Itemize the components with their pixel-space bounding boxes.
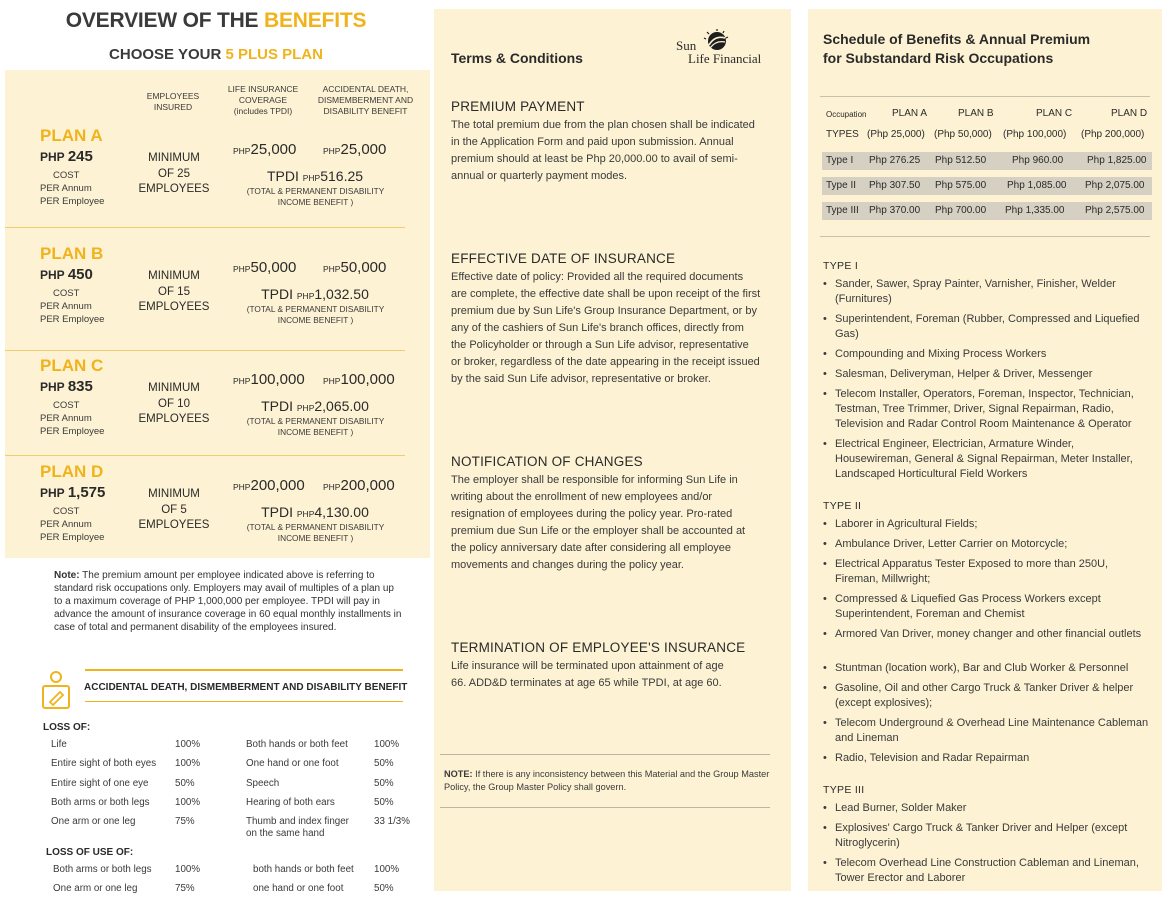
plan-minimum-employees: MINIMUM OF 15 EMPLOYEES (138, 270, 210, 313)
occupation-list-item: • Stuntman (location work), Bar and Club Worker & Personnel (823, 662, 1129, 674)
add-divider-top (85, 669, 403, 671)
loss-item: Entire sight of both eyes (51, 758, 157, 769)
loss-of-heading: LOSS OF: (43, 722, 91, 733)
plan-tpdi-note: (TOTAL & PERMANENT DISABILITY INCOME BENEFIT ) (246, 304, 385, 325)
note-divider-top (440, 754, 770, 755)
plan-row (5, 120, 430, 228)
plan-name: PLAN A (40, 126, 103, 145)
loss-value: 100% (175, 797, 201, 808)
plan-row (5, 350, 430, 456)
plan-add-benefit: PHP25,000 (323, 141, 387, 158)
occupation-list-item: • Telecom Overhead Line Construction Cableman and Lineman, Tower Erector and Laborer (823, 857, 1139, 884)
loss-value: 33 1/3% (374, 816, 410, 827)
plan-life-coverage: PHP25,000 (233, 141, 297, 158)
add-divider-bottom (85, 701, 403, 702)
plan-row (5, 456, 430, 558)
plans-table (5, 70, 430, 558)
plan-life-coverage: PHP50,000 (233, 259, 297, 276)
premium-note: Note: The premium amount per employee indicated above is referring to standard risk occupations only. Employers may avail of multiples of a plan up to a maximum coverage of PHP 1,000,000 per employee. TPDI will pay in advance the amount of insurance coverage in 60 equal monthly installments in case of total and permanent disability of the employees insured. (54, 570, 402, 633)
plan-cost-label: COST PER Annum PER Employee (40, 506, 105, 543)
loss-value: 75% (175, 816, 195, 827)
occupation-list-item: • Radio, Television and Radar Repairman (823, 752, 1030, 764)
occupation-list-item: • Superintendent, Foreman (Rubber, Compressed and Liquefied Gas) (823, 313, 1140, 340)
schedule-title: Schedule of Benefits & Annual Premium for Substandard Risk Occupations (823, 31, 1091, 66)
plan-tpdi: TPDI PHP516.25 (266, 168, 364, 184)
plan-tpdi: TPDI PHP1,032.50 (261, 286, 369, 302)
col-plan-a: PLAN A (892, 108, 928, 119)
effective-date-body: Effective date of policy: Provided all the required documents are complete, the effective date shall be upon receipt of the first premium due by Sun Life's Group Insurance Department, or by any of the cashiers of Sun Life's branch offices, directly from the Policyholder or through a Sun Life advisor, representative or broker, regardless of the date appearing in the receipt issued by the said Sun Life advisor, representative or broker. (451, 271, 761, 385)
table-row-type-1: Type I Php 276.25 Php 512.50 Php 960.00 Php 1,825.00 (822, 152, 1152, 170)
table-row-type-2: Type II Php 307.50 Php 575.00 Php 1,085.00 Php 2,075.00 (822, 177, 1152, 195)
notification-heading: NOTIFICATION OF CHANGES (451, 454, 643, 469)
schedule-divider-top (820, 96, 1150, 97)
add-section-title: ACCIDENTAL DEATH, DISMEMBERMENT AND DISABILITY BENEFIT (84, 682, 408, 693)
logo-life-financial-text: Life Financial (688, 51, 762, 66)
notification-body: The employer shall be responsible for informing Sun Life in writing about the enrollment of new employees and/or resignation of employees during the policy year. Pro-rated premium due Sun Life or the employer shall be accounted at the policy anniversary date after considering all employee movements and changes during the policy year. (451, 474, 746, 571)
overview-title: OVERVIEW OF THE BENEFITS (65, 9, 367, 32)
type-1-heading: TYPE I (823, 260, 859, 272)
loss-value: 100% (374, 739, 400, 750)
occupation-list-item: • Salesman, Deliveryman, Helper & Driver, Messenger (823, 368, 1093, 380)
terms-title: Terms & Conditions (451, 50, 583, 66)
plan-cost-label: COST PER Annum PER Employee (40, 170, 105, 207)
premium-payment-heading: PREMIUM PAYMENT (451, 99, 585, 114)
loss-value: 100% (175, 758, 201, 769)
plan-cost-label: COST PER Annum PER Employee (40, 288, 105, 325)
loss-value: 100% (175, 739, 201, 750)
col-plan-b: PLAN B (958, 108, 994, 119)
plan-life-coverage: PHP100,000 (233, 371, 305, 388)
occupation-list-item: • Lead Burner, Solder Maker (823, 802, 967, 814)
person-document-icon (40, 670, 72, 710)
loss-use-value: 50% (374, 883, 394, 894)
loss-value: 50% (374, 758, 394, 769)
plan-name: PLAN D (40, 462, 104, 481)
plan-minimum-employees: MINIMUM OF 25 EMPLOYEES (138, 152, 210, 195)
plan-tpdi-note: (TOTAL & PERMANENT DISABILITY INCOME BENEFIT ) (246, 522, 385, 543)
loss-item: Hearing of both ears (246, 797, 335, 808)
table-row-type-3: Type III Php 370.00 Php 700.00 Php 1,335.00 Php 2,575.00 (822, 202, 1152, 220)
plan-minimum-employees: MINIMUM OF 10 EMPLOYEES (138, 382, 210, 425)
logo-sun-text: Sun (676, 38, 697, 53)
plan-price: PHP 450 (40, 266, 93, 283)
plan-add-benefit: PHP50,000 (323, 259, 387, 276)
loss-item: One arm or one leg (51, 816, 136, 827)
type-2-heading: TYPE II (823, 500, 862, 512)
premium-payment-body: The total premium due from the plan chosen shall be indicated in the Application Form and paid upon submission. Annual premium should at least be Php 20,000.00 to avail of semi-annual or quarterly payment modes. (451, 119, 755, 182)
loss-use-value: 100% (374, 864, 400, 875)
loss-item: Both hands or both feet (246, 739, 348, 750)
type-3-heading: TYPE III (823, 784, 865, 796)
loss-item: Speech (246, 778, 280, 789)
col-occupation: Occupation (826, 110, 867, 119)
plan-tpdi-note: (TOTAL & PERMANENT DISABILITY INCOME BENEFIT ) (246, 416, 385, 437)
occupation-list-item: • Electrical Engineer, Electrician, Armature Winder, Housewireman, General & Signal Repairman, Meter Installer, Landscaped Horticultural Field Workers (823, 438, 1133, 480)
schedule-panel (808, 9, 1162, 891)
plan-life-coverage: PHP200,000 (233, 477, 305, 494)
table-row-types: TYPES (Php 25,000) (Php 50,000) (Php 100,000) (Php 200,000) (826, 129, 1145, 140)
loss-item: Both arms or both legs (51, 797, 150, 808)
overview-subtitle: CHOOSE YOUR 5 PLUS PLAN (109, 46, 323, 63)
occupation-list-item: • Ambulance Driver, Letter Carrier on Motorcycle; (823, 538, 1068, 550)
loss-value: 50% (175, 778, 195, 789)
occupation-list-item: • Gasoline, Oil and other Cargo Truck & Tanker Driver & helper (except explosives); (823, 682, 1134, 709)
plan-name: PLAN B (40, 244, 104, 263)
loss-use-value: 100% (175, 864, 201, 875)
plan-minimum-employees: MINIMUM OF 5 EMPLOYEES (138, 488, 210, 531)
occupation-list-item: • Compounding and Mixing Process Workers (823, 348, 1047, 360)
termination-body: Life insurance will be terminated upon attainment of age 66. ADD&D terminates at age 65 while TPDI, at age 60. (451, 660, 724, 689)
termination-heading: TERMINATION OF EMPLOYEE'S INSURANCE (451, 640, 746, 655)
loss-item: Life (51, 739, 67, 750)
occupation-list-item: • Armored Van Driver, money changer and other financial outlets (823, 628, 1142, 640)
loss-use-value: 75% (175, 883, 195, 894)
loss-item: One hand or one foot (246, 758, 339, 769)
effective-date-heading: EFFECTIVE DATE OF INSURANCE (451, 251, 676, 266)
plan-divider (5, 227, 405, 228)
occupation-list-item: • Explosives' Cargo Truck & Tanker Driver and Helper (except Nitroglycerin) (823, 822, 1128, 849)
terms-panel (434, 9, 791, 891)
loss-value: 50% (374, 778, 394, 789)
header-life-coverage: LIFE INSURANCE COVERAGE (includes TPDI) (227, 84, 299, 116)
plan-tpdi: TPDI PHP2,065.00 (261, 398, 369, 414)
occupation-list-item: • Sander, Sawer, Spray Painter, Varnisher, Finisher, Welder (Furnitures) (823, 278, 1116, 305)
occupation-list-item: • Electrical Apparatus Tester Exposed to more than 250U, Fireman, Millwright; (823, 558, 1109, 585)
plan-row (5, 238, 430, 351)
plan-price: PHP 245 (40, 148, 93, 165)
loss-use-item: one hand or one foot (253, 883, 344, 894)
plan-add-benefit: PHP200,000 (323, 477, 395, 494)
col-plan-c: PLAN C (1036, 108, 1073, 119)
occupation-list-item: • Telecom Installer, Operators, Foreman, Inspector, Technician, Testman, Tree Trimmer, Driver, Signal Repairman, Radio, Television and Radar Control Room Maintenance & Operator (823, 388, 1134, 430)
occupation-list-item: • Laborer in Agricultural Fields; (823, 518, 978, 530)
loss-item: Thumb and index finger on the same hand (246, 816, 349, 839)
sun-logo-icon (703, 29, 729, 53)
loss-value: 50% (374, 797, 394, 808)
loss-use-item: both hands or both feet (253, 864, 354, 875)
plan-name: PLAN C (40, 356, 104, 375)
loss-use-of-heading: LOSS OF USE OF: (46, 847, 134, 858)
col-plan-d: PLAN D (1111, 108, 1148, 119)
header-employees-insured: EMPLOYEES INSURED (146, 91, 200, 112)
plan-add-benefit: PHP100,000 (323, 371, 395, 388)
plan-tpdi-note: (TOTAL & PERMANENT DISABILITY INCOME BENEFIT ) (246, 186, 385, 207)
loss-use-item: One arm or one leg (53, 883, 138, 894)
plan-tpdi: TPDI PHP4,130.00 (261, 504, 369, 520)
inconsistency-note: NOTE: If there is any inconsistency between this Material and the Group Master Policy, the Group Master Policy shall govern. (444, 769, 770, 792)
plan-cost-label: COST PER Annum PER Employee (40, 400, 105, 437)
note-divider-bottom (440, 807, 770, 808)
header-add-benefit: ACCIDENTAL DEATH, DISMEMBERMENT AND DISABILITY BENEFIT (317, 84, 414, 116)
schedule-divider-bottom (820, 236, 1150, 237)
occupation-list-item: • Compressed & Liquefied Gas Process Workers except Superintendent, Foreman and Chemist (823, 593, 1101, 620)
sun-life-logo (676, 29, 776, 67)
plan-price: PHP 1,575 (40, 484, 106, 501)
plan-price: PHP 835 (40, 378, 93, 395)
loss-use-item: Both arms or both legs (53, 864, 152, 875)
occupation-list-item: • Telecom Underground & Overhead Line Maintenance Cableman and Lineman (823, 717, 1149, 744)
loss-item: Entire sight of one eye (51, 778, 149, 789)
